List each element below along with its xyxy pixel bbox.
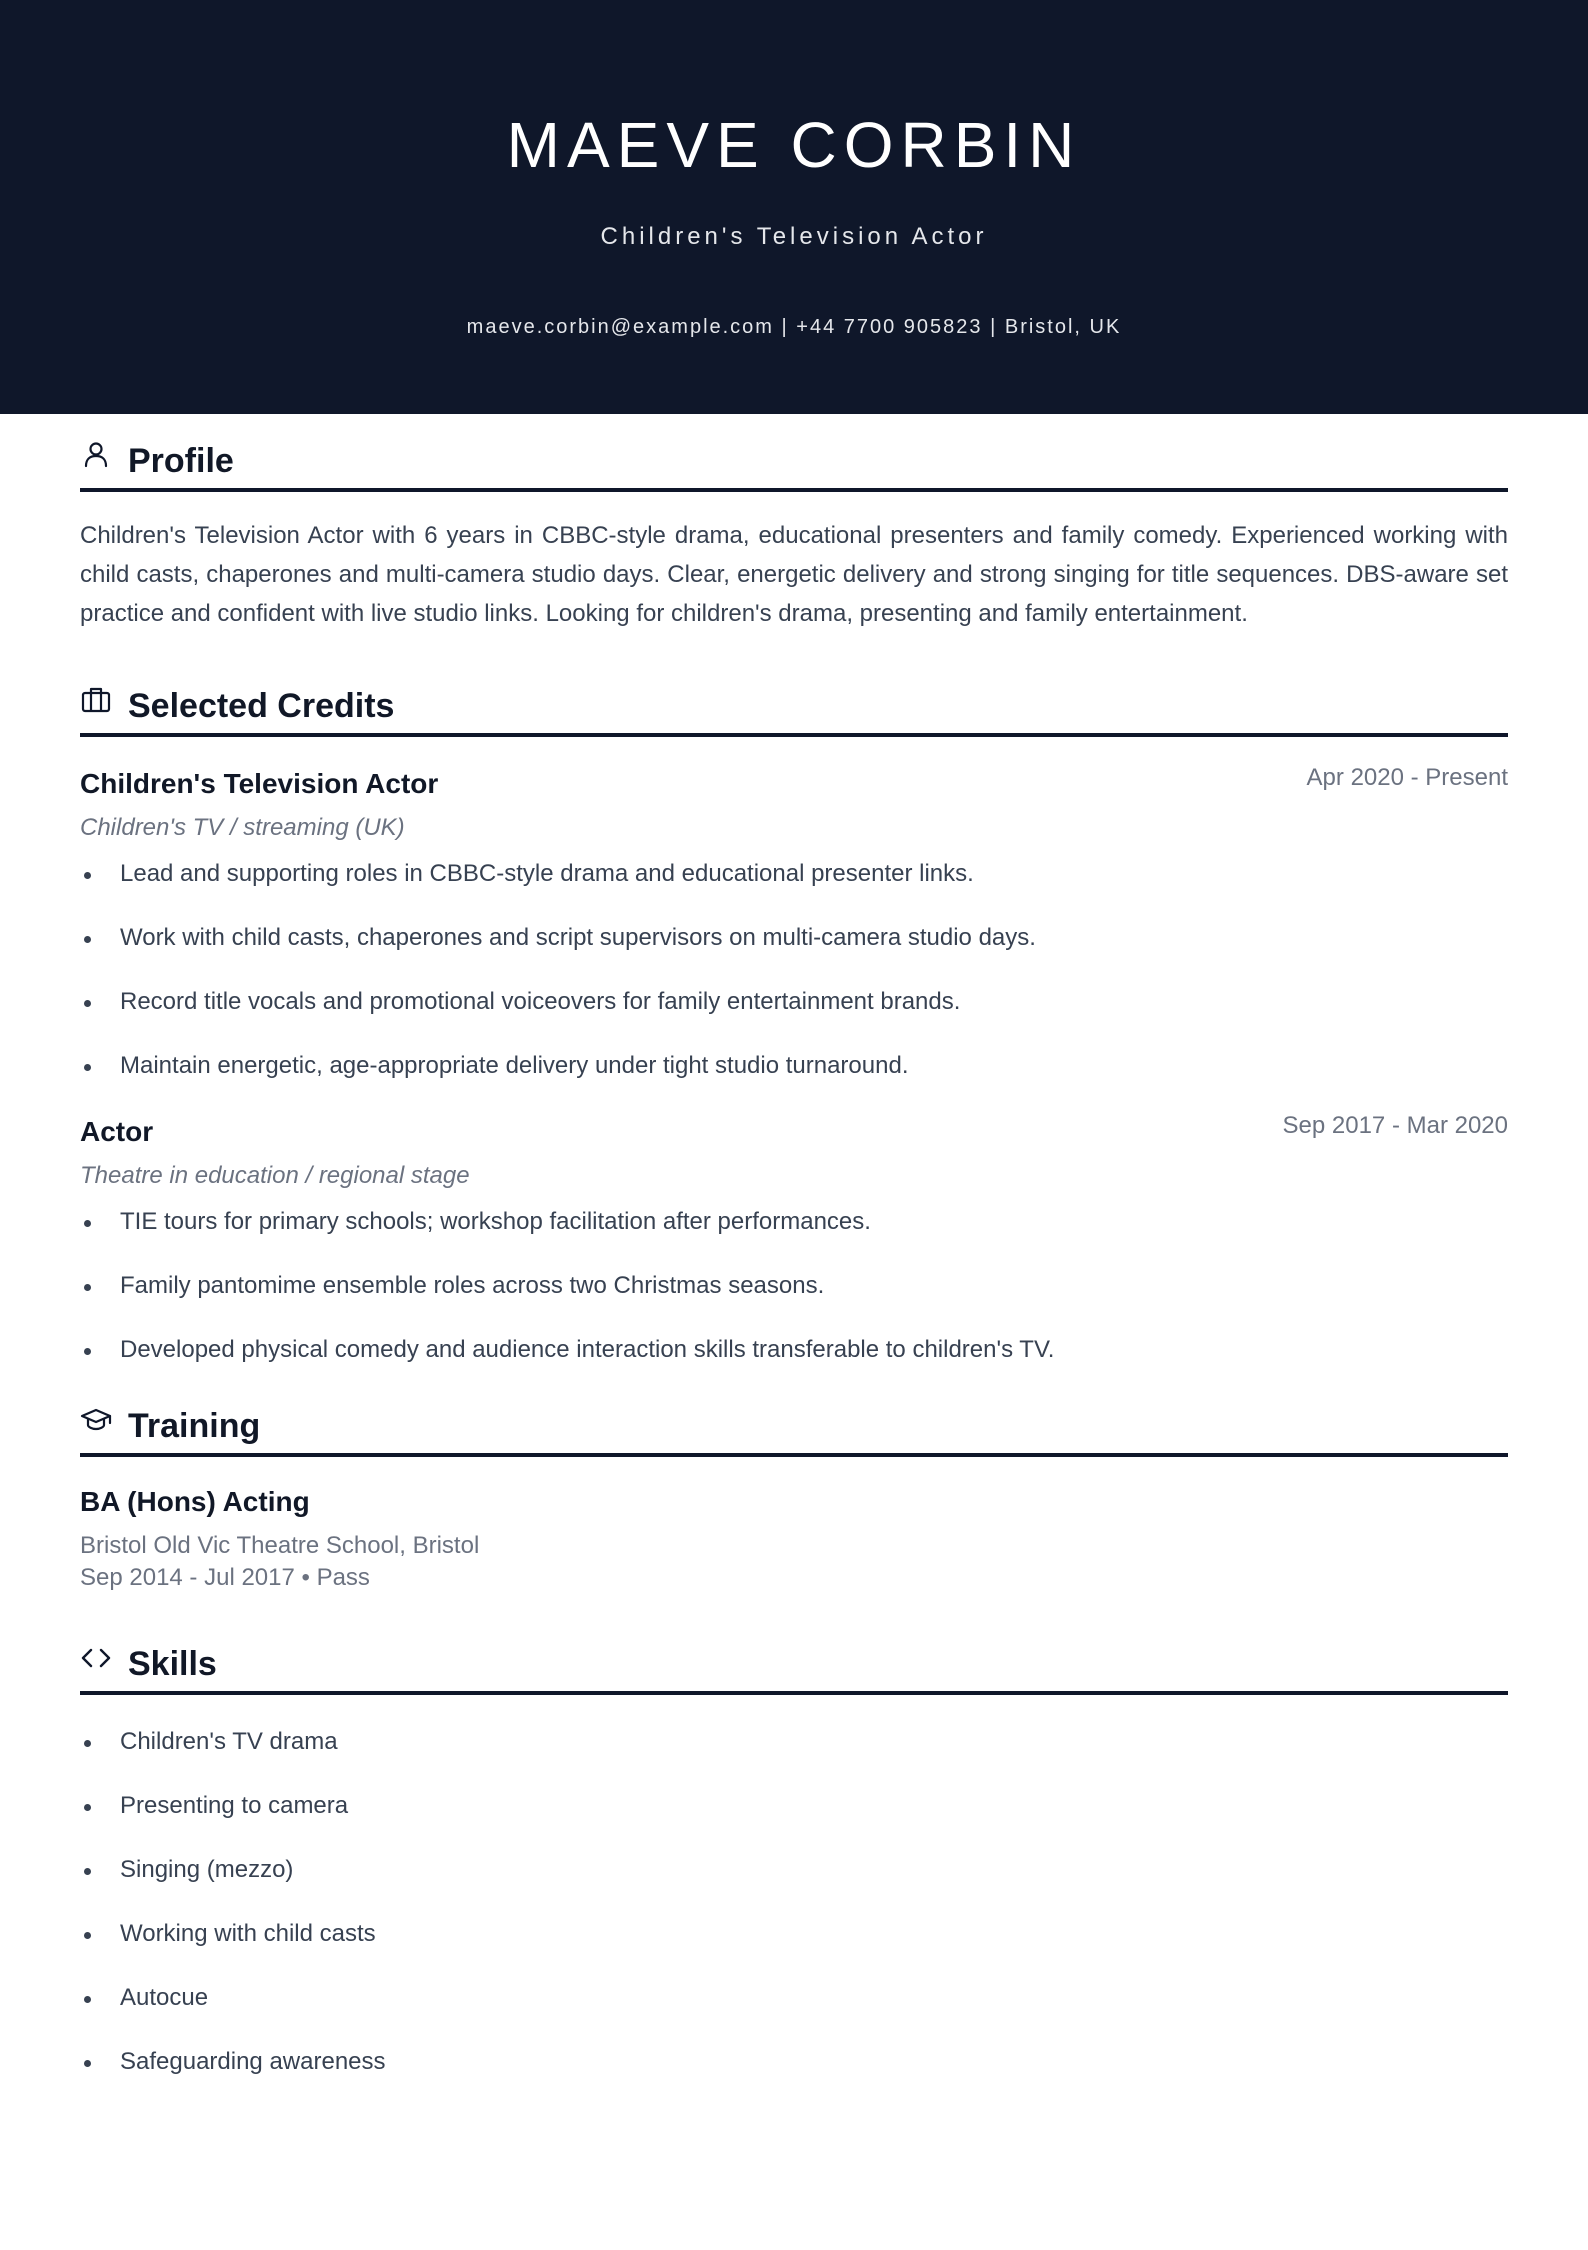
job-organization: Theatre in education / regional stage <box>80 1162 470 1189</box>
job-organization: Children's TV / streaming (UK) <box>80 814 405 841</box>
list-item: Presenting to camera <box>80 1791 1508 1821</box>
candidate-title: Children's Television Actor <box>600 223 988 250</box>
job-entry <box>80 1112 1508 1365</box>
list-item: Singing (mezzo) <box>80 1855 1508 1885</box>
profile-summary: Children's Television Actor with 6 years in CBBC-style drama, educational presenters and family comedy. Experienced working with child casts, chaperones and multi-camera studio days. Clear, energetic delivery and strong singing for title sequences. DBS-aware set practice and confident with live studio links. Looking for children's drama, presenting and family entertainment. <box>80 522 1508 627</box>
credits-section <box>80 679 1508 1365</box>
education-entry <box>80 1485 1508 1593</box>
profile-heading: Profile <box>128 441 234 480</box>
job-title: Actor <box>80 1116 154 1147</box>
resume-body <box>80 414 1508 2111</box>
code-brackets-icon <box>80 1642 112 1674</box>
school-name: Bristol Old Vic Theatre School, Bristol <box>80 1532 480 1559</box>
candidate-name: MAEVE CORBIN <box>506 109 1082 181</box>
list-item: Working with child casts <box>80 1919 1508 1949</box>
education-dates: Sep 2014 - Jul 2017 • Pass <box>80 1564 370 1591</box>
degree-title: BA (Hons) Acting <box>80 1486 310 1517</box>
contact-line: maeve.corbin@example.com | +44 7700 905823 | Bristol, UK <box>466 316 1122 338</box>
job-title: Children's Television Actor <box>80 768 439 799</box>
list-item: Family pantomime ensemble roles across two Christmas seasons. <box>80 1271 1508 1301</box>
job-dates: Apr 2020 - Present <box>1306 764 1508 791</box>
job-bullets <box>80 859 1508 1081</box>
skills-heading-row <box>80 1637 1508 1695</box>
list-item: Maintain energetic, age-appropriate delivery under tight studio turnaround. <box>80 1051 1508 1081</box>
training-heading-row <box>80 1399 1508 1457</box>
job-dates: Sep 2017 - Mar 2020 <box>1282 1112 1508 1139</box>
training-heading: Training <box>128 1406 261 1445</box>
list-item: Record title vocals and promotional voiceovers for family entertainment brands. <box>80 987 1508 1017</box>
list-item: Children's TV drama <box>80 1727 1508 1757</box>
list-item: Developed physical comedy and audience interaction skills transferable to children's TV. <box>80 1335 1508 1365</box>
credits-heading-row <box>80 679 1508 737</box>
job-entry <box>80 764 1508 1081</box>
resume-header <box>0 0 1588 414</box>
training-section <box>80 1399 1508 1593</box>
skills-section <box>80 1637 1508 2077</box>
list-item: Lead and supporting roles in CBBC-style drama and educational presenter links. <box>80 859 1508 889</box>
graduation-cap-icon <box>80 1404 112 1436</box>
list-item: Work with child casts, chaperones and script supervisors on multi-camera studio days. <box>80 923 1508 953</box>
profile-section <box>80 434 1508 633</box>
briefcase-icon <box>80 684 112 716</box>
person-icon <box>80 439 112 471</box>
list-item: Safeguarding awareness <box>80 2047 1508 2077</box>
job-bullets <box>80 1207 1508 1365</box>
credits-heading: Selected Credits <box>128 686 395 725</box>
skills-heading: Skills <box>128 1644 217 1683</box>
list-item: Autocue <box>80 1983 1508 2013</box>
profile-heading-row <box>80 434 1508 492</box>
skills-list <box>80 1727 1508 2077</box>
list-item: TIE tours for primary schools; workshop facilitation after performances. <box>80 1207 1508 1237</box>
